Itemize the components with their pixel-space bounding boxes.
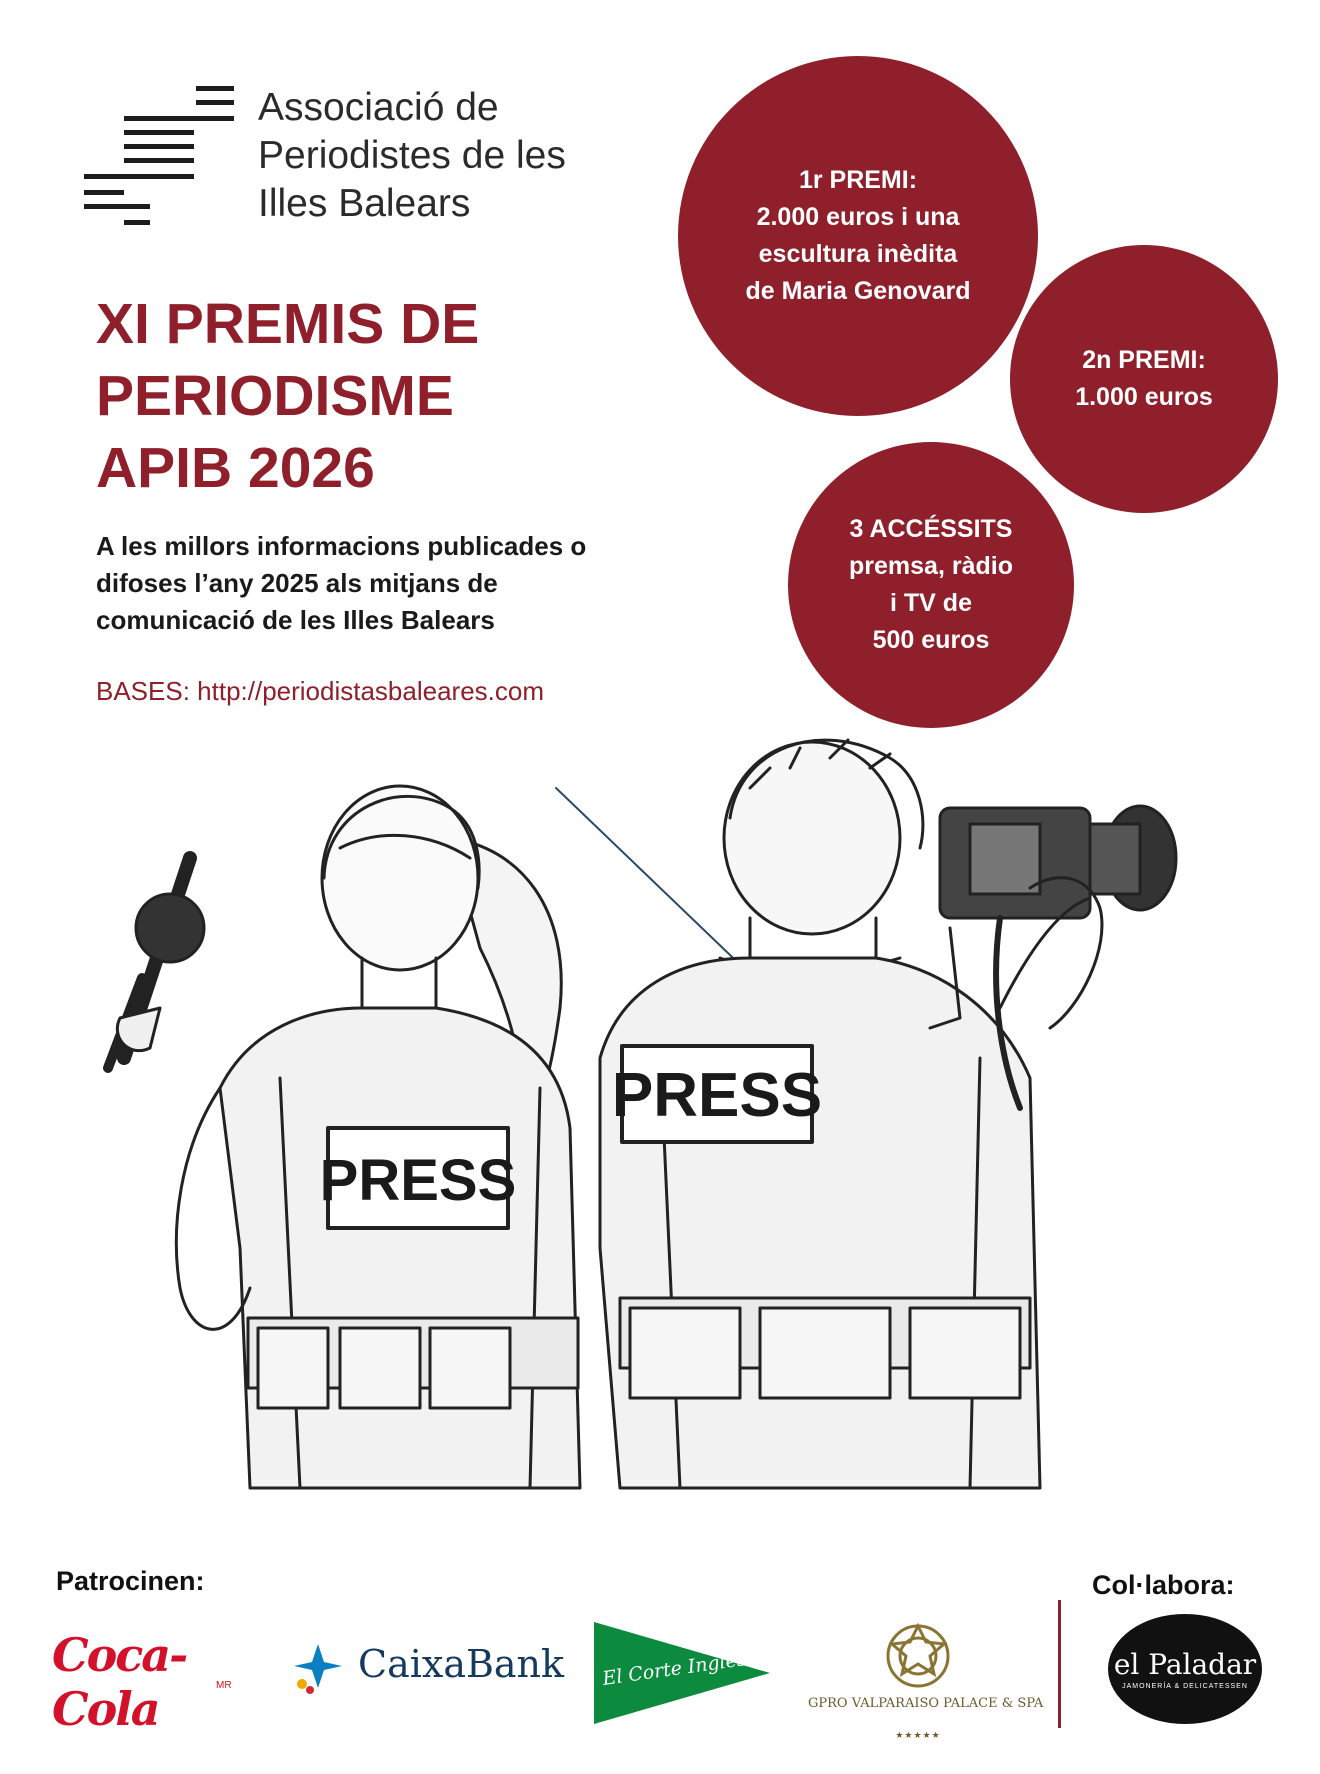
gpro-valparaiso-logo: [808, 1620, 1044, 1740]
sponsors-label: Patrocinen:: [56, 1566, 205, 1596]
second-prize-circle: 2n PREMI: 1.000 euros: [1010, 245, 1278, 513]
journalists-illustration: [100, 728, 1210, 1558]
paladar-subtitle: JAMONERÍA & DELICATESSEN: [1122, 1683, 1248, 1690]
subtitle: A les millors informacions publicades o difoses l’any 2025 als mitjans de comunicació de les Illes Balears: [96, 531, 587, 635]
accessits-circle: 3 ACCÉSSITS premsa, ràdio i TV de 500 euros: [788, 442, 1074, 728]
el-paladar-logo: [1108, 1614, 1262, 1724]
press-badge-right: PRESS: [611, 1061, 823, 1130]
gpro-name: GPRO VALPARAISO PALACE & SPA: [808, 1696, 1044, 1711]
coca-cola-logo: [52, 1628, 232, 1736]
corte-ingles-wordmark: El Corte Inglés: [601, 1648, 748, 1690]
collaborator-label: Col·labora:: [1092, 1570, 1235, 1600]
paladar-wordmark: el Paladar: [1113, 1648, 1257, 1681]
caixabank-star-icon: [288, 1636, 358, 1696]
caixabank-logo: [288, 1636, 565, 1696]
sponsor-divider: [1058, 1600, 1061, 1728]
bases-link[interactable]: BASES: http://periodistasbaleares.com: [96, 676, 545, 706]
first-prize-circle: 1r PREMI: 2.000 euros i una escultura inèdita de Maria Genovard: [678, 56, 1038, 416]
gpro-emblem-icon: [808, 1620, 1028, 1696]
press-badge-left: PRESS: [319, 1148, 517, 1213]
el-corte-ingles-logo: [594, 1622, 770, 1724]
organization-name: Associació de Periodistes de les Illes Balears: [258, 86, 566, 225]
page-title: XI PREMIS DE PERIODISME APIB 2026: [96, 292, 480, 500]
caixabank-wordmark: CaixaBank: [358, 1642, 565, 1686]
coca-cola-wordmark: Coca-Cola: [52, 1628, 187, 1736]
female-journalist-figure: [108, 786, 580, 1488]
apib-logo-icon: [84, 86, 234, 231]
coca-cola-mark: MR: [216, 1680, 232, 1691]
gpro-stars: ★★★★★: [895, 1730, 941, 1740]
